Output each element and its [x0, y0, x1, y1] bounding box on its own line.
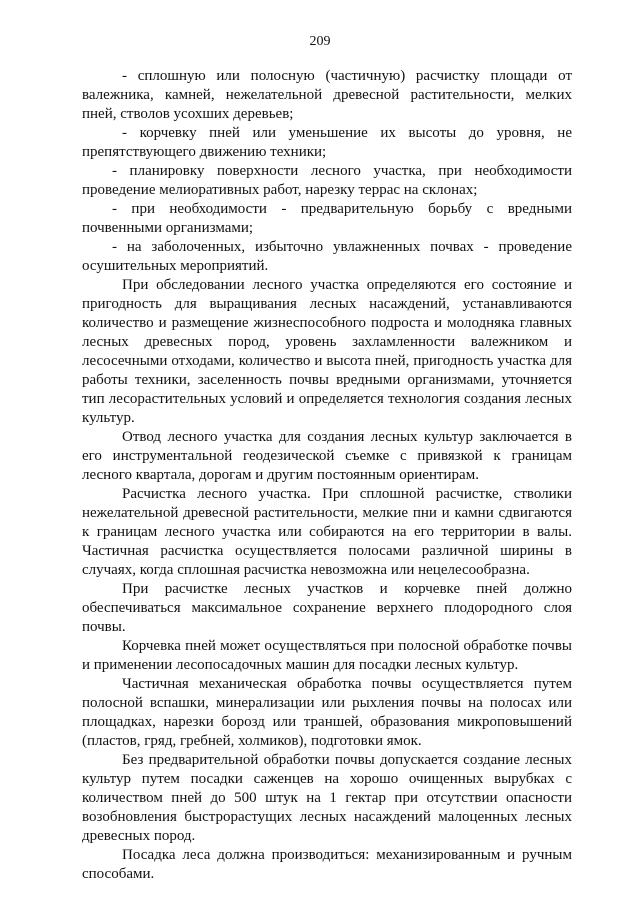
- bullet-item-stump-removal: - корчевку пней или уменьшение их высоты до уровня, не препятствующего движению техники;: [82, 125, 572, 160]
- paragraph-allotment: Отвод лесного участка для создания лесных культур заключается в его инструментальной геодезической съемке с привязкой к границам лесного квартала, дорогам и другим постоянным ориентирам.: [82, 429, 572, 483]
- bullet-item-drainage: - на заболоченных, избыточно увлажненных почвах - проведение осушительных мероприятий.: [82, 239, 572, 274]
- body-text: [82, 67, 572, 884]
- bullet-item-clearing: - сплошную или полосную (частичную) расчистку площади от валежника, камней, нежелательной древесной растительности, мелких пней, стволов усохших деревьев;: [82, 68, 572, 122]
- page-number: 209: [309, 34, 331, 49]
- bullet-item-pest-control: - при необходимости - предварительную борьбу с вредными почвенными организмами;: [82, 201, 572, 236]
- paragraph-partial-tillage: Частичная механическая обработка почвы осуществляется путем полосной вспашки, минерализации или рыхления почвы на полосах или площадках, нарезки борозд или траншей, образования микроповышений (пластов, гряд, гребней, холмиков), подготовки ямок.: [82, 676, 572, 749]
- paragraph-survey: При обследовании лесного участка определяются его состояние и пригодность для выращивания лесных насаждений, устанавливаются количество и размещение жизнеспособного подроста и молодняка главных лесных древесных пород, уровень захламленности валежником и лесосечными отходами, количество и высота пней, пригодность участка для работы техники, заселенность почвы вредными организмами, уточняется тип лесорастительных условий и определяется технология создания лесных культур.: [82, 277, 572, 426]
- paragraph-planting: Посадка леса должна производиться: механизированным и ручным способами.: [82, 847, 572, 882]
- bullet-item-leveling: - планировку поверхности лесного участка, при необходимости проведение мелиоративных работ, нарезку террас на склонах;: [82, 163, 572, 198]
- paragraph-topsoil: При расчистке лесных участков и корчевке пней должно обеспечиваться максимальное сохранение верхнего плодородного слоя почвы.: [82, 581, 572, 635]
- paragraph-clearing: Расчистка лесного участка. При сплошной расчистке, стволики нежелательной древесной растительности, мелкие пни и камни сдвигаются к границам лесного участка или собираются на его территории в валы. Частичная расчистка осуществляется полосами различной ширины в случаях, когда сплошная расчистка невозможна или нецелесообразна.: [82, 486, 572, 578]
- paragraph-no-tillage: Без предварительной обработки почвы допускается создание лесных культур путем посадки саженцев на хорошо очищенных вырубках с количеством пней до 500 штук на 1 гектар при отсутствии опасности возобновления быстрорастущих лесных насаждений малоценных лесных древесных пород.: [82, 752, 572, 844]
- paragraph-stump-uprooting: Корчевка пней может осуществляться при полосной обработке почвы и применении лесопосадочных машин для посадки лесных культур.: [82, 638, 572, 673]
